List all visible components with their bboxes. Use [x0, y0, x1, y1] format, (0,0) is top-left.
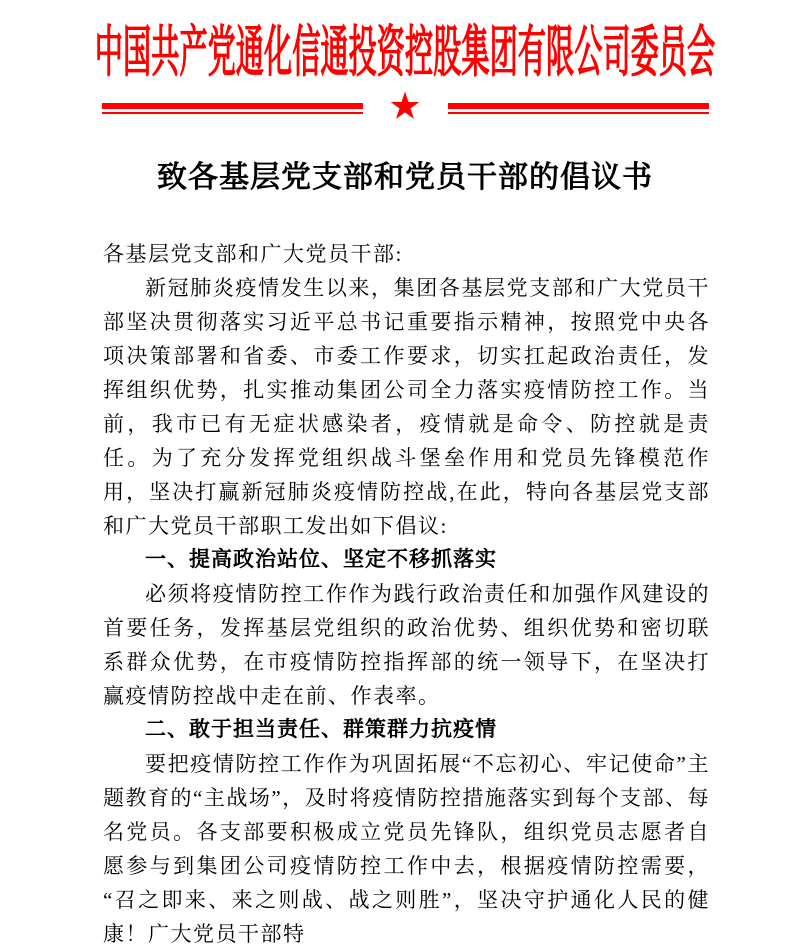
- header-rule-right: [448, 103, 709, 114]
- header-rule-left-thin: [102, 112, 363, 114]
- header-rule-right-thick: [448, 103, 709, 109]
- paragraph-section-1: 必须将疫情防控工作作为践行政治责任和加强作风建设的首要任务，发挥基层党组织的政治优势、组织优势和密切联系群众优势，在市疫情防控指挥部的统一领导下，在坚决打赢疫情防控战中走在前、作表率。: [103, 582, 710, 708]
- paragraph-intro: 新冠肺炎疫情发生以来，集团各基层党支部和广大党员干部坚决贯彻落实习近平总书记重要指示精神，按照党中央各项决策部署和省委、市委工作要求，切实扛起政治责任，发挥组织优势，扎实推动集团公司全力落实疫情防控工作。当前，我市已有无症状感染者，疫情就是命令、防控就是责任。为了充分发挥党组织战斗堡垒作用和党员先锋模范作用，坚决打赢新冠肺炎疫情防控战,在此，特向各基层党支部和广大党员干部职工发出如下倡议:: [103, 276, 710, 538]
- org-header-title: 中国共产党通化信通投资控股集团有限公司委员会: [94, 22, 716, 85]
- header-rule-right-thin: [448, 112, 709, 114]
- paragraph-section-2: 要把疫情防控工作作为巩固拓展“不忘初心、牢记使命”主题教育的“主战场”，及时将疫情防控措施落实到每个支部、每名党员。各支部要积极成立党员先锋队，组织党员志愿者自愿参与到集团公司疫情防控工作中去，根据疫情防控需要，“召之即来、来之则战、战之则胜”，坚决守护通化人民的健康！广大党员干部特: [103, 752, 710, 946]
- section-heading-2: 二、敢于担当责任、群策群力抗疫情: [145, 718, 497, 741]
- section-heading-1: 一、提高政治站位、坚定不移抓落实: [145, 548, 497, 571]
- letterhead: [0, 18, 810, 85]
- document-page: [0, 18, 810, 946]
- salutation: 各基层党支部和广大党员干部:: [103, 242, 403, 266]
- document-title: 致各基层党支部和党员干部的倡议书: [157, 161, 653, 194]
- star-icon: ★: [389, 88, 421, 124]
- letterhead-divider: [0, 88, 810, 124]
- header-rule-left-thick: [102, 103, 363, 109]
- header-rule-left: [102, 103, 363, 114]
- document-body: [103, 237, 710, 951]
